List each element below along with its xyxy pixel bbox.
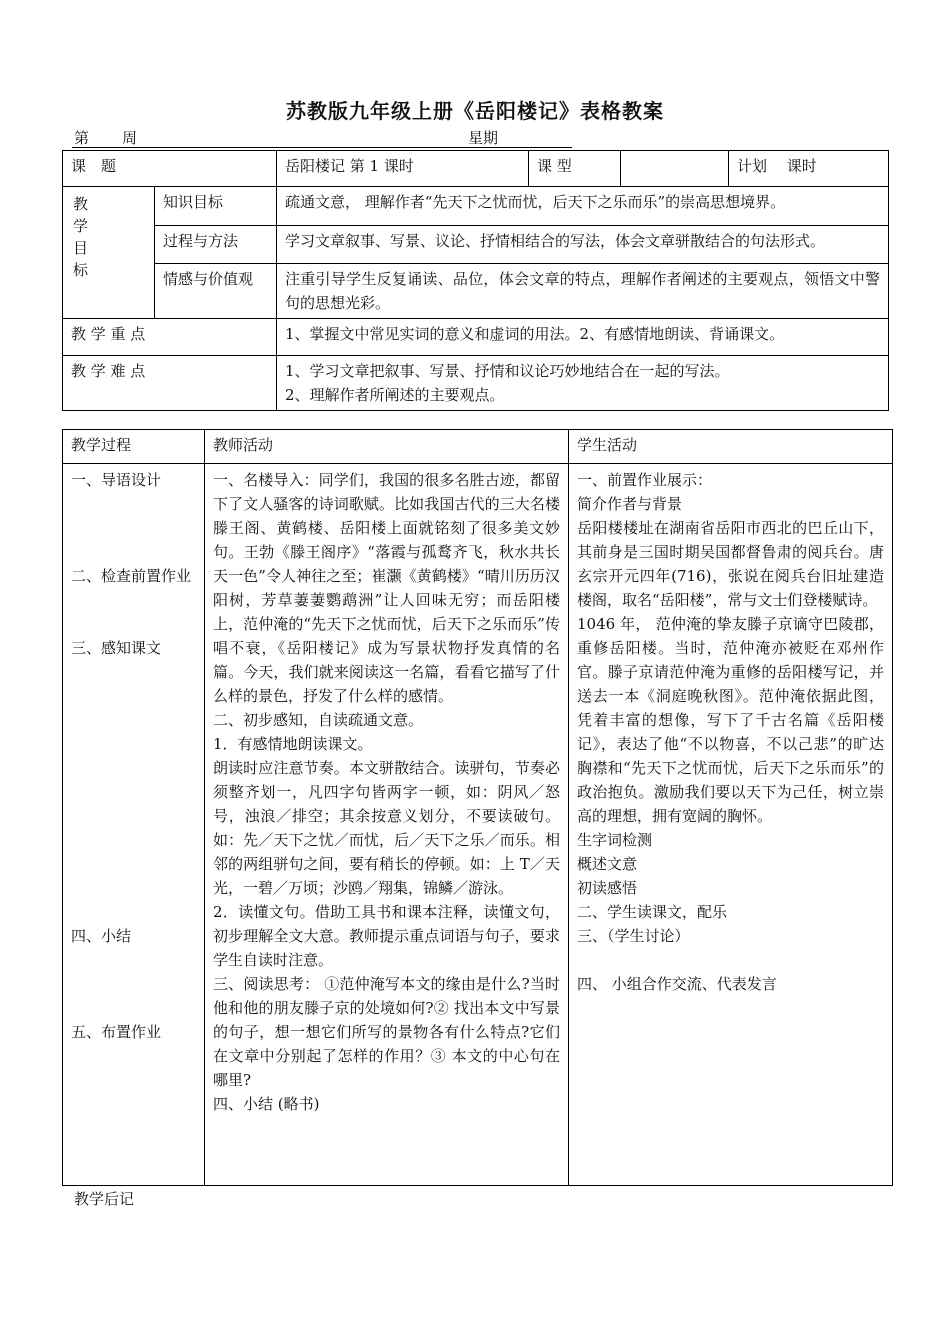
teacher-paragraph: 二、初步感知，自读疏通文意。 bbox=[213, 711, 424, 729]
page-title: 苏教版九年级上册《岳阳楼记》表格教案 bbox=[286, 99, 664, 123]
week-label-2: 周 bbox=[122, 129, 138, 147]
type-label: 课 型 bbox=[529, 151, 621, 187]
student-paragraph: 岳阳楼楼址在湖南省岳阳市西北的巴丘山下，其前身是三国时期吴国都督鲁肃的阅兵台。唐玄宗开元四年(716)，张说在阅兵台旧址建造楼阁，取名“岳阳楼”，常与文士们登楼赋诗。 bbox=[577, 519, 884, 609]
objective-label: 过程与方法 bbox=[155, 226, 277, 264]
topic-value: 岳阳楼记 第 1 课时 bbox=[277, 151, 529, 187]
difficulty-line: 2、理解作者所阐述的主要观点。 bbox=[285, 386, 505, 404]
key-points-text: 1、掌握文中常见实词的意义和虚词的用法。2、有感情地朗读、背诵课文。 bbox=[277, 319, 889, 356]
week-label-1: 第 bbox=[74, 129, 90, 147]
student-paragraph: 三、（学生讨论） bbox=[577, 927, 690, 945]
teacher-paragraph: 2．读懂文句。借助工具书和课本注释，读懂文句，初步理解全文大意。教师提示重点词语与句子，要求学生自读时注意。 bbox=[213, 903, 560, 969]
lesson-info-table bbox=[62, 150, 889, 411]
teaching-process-table bbox=[62, 429, 893, 1186]
objective-label: 情感与价值观 bbox=[155, 264, 277, 319]
student-paragraph: 二、学生读课文，配乐 bbox=[577, 903, 728, 921]
student-paragraph: 四、 小组合作交流、代表发言 bbox=[577, 975, 777, 993]
student-paragraph: 初读感悟 bbox=[577, 879, 638, 897]
objective-text: 注重引导学生反复诵读、品位，体会文章的特点，理解作者阐述的主要观点，领悟文中警句的思想光彩。 bbox=[277, 264, 889, 319]
stage-item: 三、感知课文 bbox=[71, 639, 162, 657]
plan-hours-label: 计划 课时 bbox=[729, 151, 889, 187]
objective-label: 知识目标 bbox=[155, 187, 277, 226]
weekday-label: 星期 bbox=[468, 129, 499, 147]
week-line bbox=[72, 127, 572, 148]
difficulty-line: 1、学习文章把叙事、写景、抒情和议论巧妙地结合在一起的写法。 bbox=[285, 362, 730, 380]
col-teacher-header: 教师活动 bbox=[205, 430, 569, 464]
student-paragraph: 1046 年， 范仲淹的挚友滕子京谪守巴陵郡，重修岳阳楼。当时，范仲淹亦被贬在邓州作官。滕子京请范仲淹为重修的岳阳楼写记，并送去一本《洞庭晚秋图》。范仲淹依据此图，凭着丰富的想像，写下了千古名篇《岳阳楼记》，表达了他“不以物喜，不以己悲”的旷达胸襟和“先天下之忧而忧，后天下之乐而乐”的政治抱负。激励我们要以天下为己任，树立崇高的理想，拥有宽阔的胸怀。 bbox=[577, 615, 884, 825]
type-value bbox=[621, 151, 729, 187]
objective-text: 疏通文意， 理解作者“先天下之忧而忧，后天下之乐而乐”的崇高思想境界。 bbox=[277, 187, 889, 226]
student-paragraph: 概述文意 bbox=[577, 855, 638, 873]
stage-item: 一、导语设计 bbox=[71, 471, 162, 489]
col-process-header: 教学过程 bbox=[63, 430, 205, 464]
stage-item: 二、检查前置作业 bbox=[71, 567, 192, 585]
difficulty-label: 教 学 难 点 bbox=[63, 356, 277, 411]
teacher-paragraph: 1．有感情地朗读课文。 bbox=[213, 735, 373, 753]
teacher-paragraph: 四、小结 (略书) bbox=[213, 1095, 320, 1113]
student-paragraph: 简介作者与背景 bbox=[577, 495, 683, 513]
student-activity-cell bbox=[569, 464, 893, 1186]
stage-item: 五、布置作业 bbox=[71, 1023, 162, 1041]
stage-item: 四、小结 bbox=[71, 927, 132, 945]
teacher-activity-cell bbox=[205, 464, 569, 1186]
student-paragraph: 一、前置作业展示： bbox=[577, 471, 713, 489]
post-lesson-notes-label: 教学后记 bbox=[74, 1190, 135, 1208]
difficulty-text bbox=[277, 356, 889, 411]
teacher-paragraph: 三、阅读思考： ①范仲淹写本文的缘由是什么?当时他和他的朋友滕子京的处境如何?② 找出本文中写景的句子，想一想它们所写的景物各有什么特点?它们在文章中分别起了怎样的作用？③ 本文的中心句在哪里? bbox=[213, 975, 560, 1089]
objectives-label bbox=[63, 187, 155, 319]
topic-label: 课 题 bbox=[63, 151, 277, 187]
stages-cell bbox=[63, 464, 205, 1186]
key-points-label: 教 学 重 点 bbox=[63, 319, 277, 356]
objectives-label-text: 教 学 目 标 bbox=[73, 195, 89, 279]
teacher-paragraph: 一、名楼导入：同学们，我国的很多名胜古迹，都留下了文人骚客的诗词歌赋。比如我国古代的三大名楼滕王阁、黄鹤楼、岳阳楼上面就铭刻了很多美文妙句。王勃《滕王阁序》“落霞与孤鹜齐飞，秋水共长天一色”令人神往之至；崔灏《黄鹤楼》“晴川历历汉阳树，芳草萋萋鹦鹉洲”让人回味无穷；而岳阳楼上，范仲淹的“先天下之忧而忧，后天下之乐而乐”传唱不衰，《岳阳楼记》成为写景状物抒发真情的名篇。今天，我们就来阅读这一名篇，看看它描写了什么样的景色，抒发了什么样的感情。 bbox=[213, 471, 560, 705]
teacher-paragraph: 朗读时应注意节奏。本文骈散结合。读骈句，节奏必须整齐划一，凡四字句皆两字一顿，如：阴风／怒号，浊浪／排空；其余按意义划分，不要读破句。如：先／天下之忧／而忧，后／天下之乐／而乐。相邻的两组骈句之间，要有稍长的停顿。如：上 T／天光，一碧／万顷；沙鸥／翔集，锦鳞／游泳。 bbox=[213, 759, 560, 897]
col-student-header: 学生活动 bbox=[569, 430, 893, 464]
student-paragraph: 生字词检测 bbox=[577, 831, 653, 849]
objective-text: 学习文章叙事、写景、议论、抒情相结合的写法，体会文章骈散结合的句法形式。 bbox=[277, 226, 889, 264]
